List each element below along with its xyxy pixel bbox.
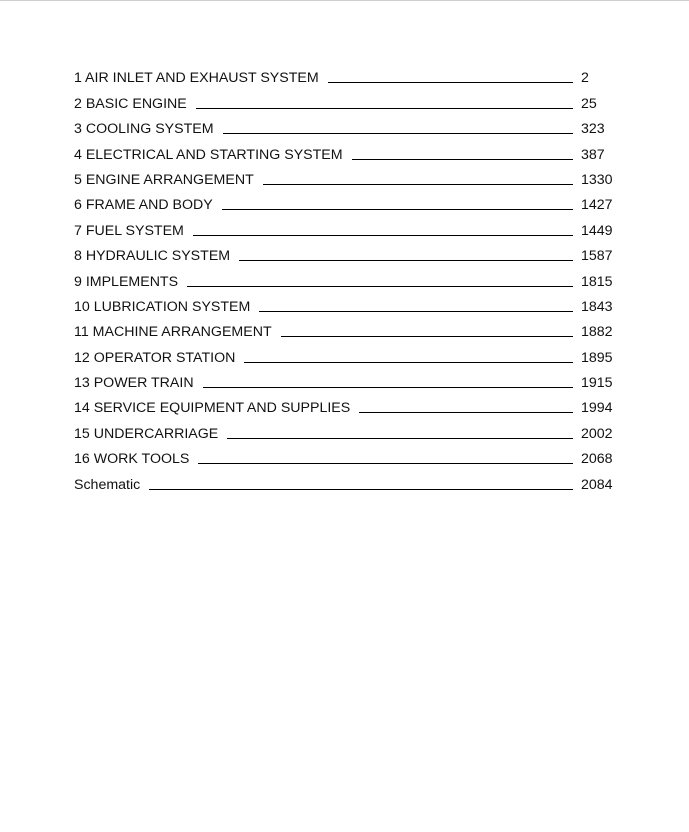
toc-entry[interactable] <box>74 265 615 290</box>
toc-entry[interactable] <box>74 291 615 316</box>
toc-entry[interactable] <box>74 189 615 214</box>
toc-leader-line <box>281 336 573 337</box>
toc-entry-title: 13 POWER TRAIN <box>74 375 194 392</box>
toc-entry-page: 25 <box>581 95 597 112</box>
toc-entry-title: 9 IMPLEMENTS <box>74 273 179 290</box>
toc-entry-title: 15 UNDERCARRIAGE <box>74 425 219 442</box>
toc-entry-page: 2 <box>581 70 589 87</box>
toc-entry-title: 8 HYDRAULIC SYSTEM <box>74 248 231 265</box>
toc-leader-line <box>222 209 573 210</box>
toc-leader-line <box>193 235 573 236</box>
toc-entry-title: 16 WORK TOOLS <box>74 451 190 468</box>
toc-entry-title: Schematic <box>74 476 141 493</box>
toc-entry-page: 387 <box>581 146 605 163</box>
toc-leader-line <box>352 159 573 160</box>
toc-entry-page: 2068 <box>581 451 613 468</box>
toc-entry[interactable] <box>74 214 615 239</box>
toc-leader-line <box>149 489 573 490</box>
toc-entry[interactable] <box>74 468 615 493</box>
toc-entry[interactable] <box>74 316 615 341</box>
toc-leader-line <box>359 412 573 413</box>
toc-entry-page: 1882 <box>581 324 613 341</box>
toc-leader-line <box>198 463 573 464</box>
toc-entry-page: 323 <box>581 121 605 138</box>
toc-entry[interactable] <box>74 62 615 87</box>
table-of-contents <box>74 62 615 494</box>
page-top-border <box>0 0 689 1</box>
toc-entry-page: 1994 <box>581 400 613 417</box>
toc-entry-title: 11 MACHINE ARRANGEMENT <box>74 324 272 341</box>
toc-entry-title: 1 AIR INLET AND EXHAUST SYSTEM <box>74 70 319 87</box>
toc-entry-title: 4 ELECTRICAL AND STARTING SYSTEM <box>74 146 343 163</box>
toc-entry-title: 2 BASIC ENGINE <box>74 95 187 112</box>
toc-entry[interactable] <box>74 367 615 392</box>
toc-entry-page: 1587 <box>581 248 613 265</box>
toc-entry[interactable] <box>74 87 615 112</box>
toc-entry-title: 12 OPERATOR STATION <box>74 349 236 366</box>
toc-leader-line <box>259 311 573 312</box>
toc-entry-title: 14 SERVICE EQUIPMENT AND SUPPLIES <box>74 400 351 417</box>
toc-entry[interactable] <box>74 392 615 417</box>
toc-entry-title: 3 COOLING SYSTEM <box>74 121 214 138</box>
toc-leader-line <box>223 133 573 134</box>
toc-entry[interactable] <box>74 113 615 138</box>
toc-entry-page: 1815 <box>581 273 613 290</box>
toc-leader-line <box>244 362 573 363</box>
toc-entry-page: 1427 <box>581 197 613 214</box>
toc-entry-page: 1449 <box>581 222 613 239</box>
toc-entry-title: 6 FRAME AND BODY <box>74 197 213 214</box>
toc-entry-title: 5 ENGINE ARRANGEMENT <box>74 171 254 188</box>
toc-entry-page: 2002 <box>581 425 613 442</box>
toc-leader-line <box>187 286 573 287</box>
toc-leader-line <box>239 260 573 261</box>
toc-entry-page: 1843 <box>581 298 613 315</box>
toc-leader-line <box>203 387 573 388</box>
toc-entry-page: 2084 <box>581 476 613 493</box>
toc-entry-page: 1915 <box>581 375 613 392</box>
toc-leader-line <box>263 184 573 185</box>
toc-leader-line <box>227 438 573 439</box>
toc-entry-page: 1330 <box>581 171 613 188</box>
toc-leader-line <box>328 82 573 83</box>
toc-leader-line <box>196 108 573 109</box>
toc-entry-title: 10 LUBRICATION SYSTEM <box>74 298 251 315</box>
toc-entry[interactable] <box>74 341 615 366</box>
toc-entry-page: 1895 <box>581 349 613 366</box>
toc-entry[interactable] <box>74 138 615 163</box>
toc-entry-title: 7 FUEL SYSTEM <box>74 222 184 239</box>
toc-entry[interactable] <box>74 417 615 442</box>
toc-entry[interactable] <box>74 443 615 468</box>
toc-entry[interactable] <box>74 240 615 265</box>
toc-entry[interactable] <box>74 164 615 189</box>
